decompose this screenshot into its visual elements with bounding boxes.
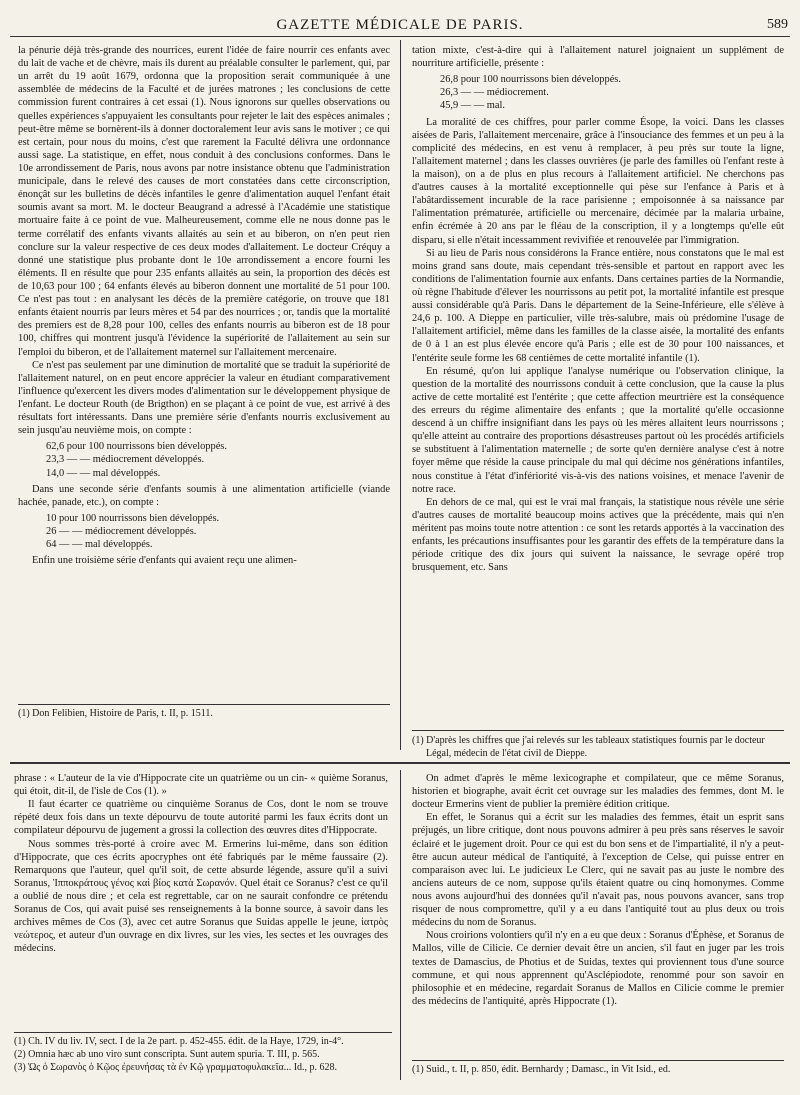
feuilleton-column-right	[412, 772, 784, 1028]
paragraph: Dans une seconde série d'enfants soumis à une alimentation artificielle (viande hachée, panade, etc.), on compte :	[18, 483, 390, 508]
footnote-rule	[14, 1032, 392, 1033]
footnote-rule	[412, 730, 784, 731]
column-rule-bottom	[400, 770, 401, 1080]
statistics-list	[46, 440, 390, 479]
page-number: 589	[767, 17, 788, 32]
statistic-line: 26,3 — — médiocrement.	[440, 87, 549, 99]
paragraph: Ce n'est pas seulement par une diminution de mortalité que se traduit la supériorité de l'allaitement naturel, on en peut encore apprécier la valeur en étudiant comparativement l'influence qu'exercent les divers modes d'alimentation sur le développement physique de l'enfant. Le docteur Routh (de Brigthon) en se plaçant à ce point de vue, est arrivé à des résultats fort intéressants. Dans une première série d'enfants nourris exclusivement au sein jusqu'au neuvième mois, on compte :	[18, 359, 390, 437]
paragraph: Il faut écarter ce quatrième ou cinquième Soranus de Cos, dont le nom se trouve répété deux fois dans un texte dépourvu de toute autorité parmi les faux écrits dont un compilateur dépourvu de jugement a grossi la collection des œuvres dites d'Hippocrate.	[14, 799, 388, 837]
paragraph: En résumé, qu'on lui applique l'analyse numérique ou l'observation clinique, la question de la mortalité des nourrissons conduit à cette conclusion, que la cause la plus active de cette mortalité est l'entérite ; que cette affection meurtrière est la conséquence des erreurs du régime alimentaire des enfants ; que la mortalité qu'elle occasionne descend à un chiffre insignifiant dans les pays où les mères allaitent leurs nourrissons ; qu'elle atteint au contraire des proportions désastreuses partout où les procédés artificiels se substituent à l'alimentation maternelle ; de sorte qu'en dernière analyse c'est à notre foyer même que réside la cause principale du mal qui décime nos générations infantiles, nous constitue à l'état d'infériorité vis-à-vis des nations voisines, et menace l'avenir de notre race.	[412, 365, 784, 495]
statistics-list	[440, 73, 784, 112]
statistic-line: 14,0 — — mal développés.	[46, 467, 161, 479]
column-rule-top	[400, 40, 401, 750]
article-column-left	[18, 44, 390, 694]
footnote: (1) Ch. IV du liv. IV, sect. I de la 2e part. p. 452-455. édit. de la Haye, 1729, in-4°.	[14, 1036, 344, 1047]
footnote: (2) Omnia hæc ab uno viro sunt conscripta. Sunt autem spuria. T. III, p. 565.	[14, 1048, 320, 1060]
footnote-rule	[412, 1060, 784, 1061]
journal-title: GAZETTE MÉDICALE DE PARIS.	[276, 17, 524, 33]
footnote-rule	[18, 704, 390, 705]
footnote: (1) D'après les chiffres que j'ai relevés sur les tableaux statistiques fournis par le docteur Légal, médecin de l'état civil de Dieppe.	[412, 735, 765, 759]
paragraph: Enfin une troisième série d'enfants qui avaient reçu une alimen-	[32, 555, 297, 567]
statistics-list	[46, 512, 390, 551]
footnotes-bottom-left	[14, 1036, 392, 1074]
paragraph: La moralité de ces chiffres, pour parler comme Ésope, la voici. Dans les classes aisées de Paris, l'allaitement mercenaire, grâce à l'insouciance des femmes et un peu à la complicité des médecins, en est venu à remplacer, à peu près sur toute la ligne, l'allaitement maternel ; dans les classes ouvrières (je parle des familles où l'enfant reste à la maison), on a de plus en plus recours à l'allaitement artificiel. Ne cherchons pas d'autres causes à la mortalité exceptionnelle qui pèse sur l'enfance à Paris et à l'abâtardissement incurable de la race parisienne ; empoisonnée à sa naissance par l'alimentation prématurée, artificielle ou mercenaire, décimée par la malaria urbaine, enfin écrémée à 20 ans par le fléau de la conscription, il y a longtemps qu'elle eût disparu, si elle n'était incessamment revivifiée et renouvelée par l'immigration.	[412, 116, 784, 246]
running-head	[10, 14, 790, 37]
paragraph: phrase : « L'auteur de la vie d'Hippocrate cite un quatrième ou un cin- « quième Soranus, qui étoit, dit-il, de l'isle de Cos (1). »	[14, 773, 388, 798]
footnote-top-right	[412, 735, 784, 761]
paragraph: Nous croirions volontiers qu'il n'y en a eu que deux : Soranus d'Éphèse, et Soranus de Mallos, ville de Cilicie. Ce dernier devait être un ancien, s'il faut en juger par les trois textes de Damascius, de Photius et de Suidas, textes qui proviennent tous d'une source commune, et qui nous apprennent qu'Asclépiodote, renommé pour son savoir en philosophie et en médecine, regardait Soranus de Mallos en Cilicie comme le premier des médecins de l'antiquité, après Hippocrate (1).	[412, 930, 784, 1007]
feuilleton-column-left	[14, 772, 388, 1028]
paragraph: tation mixte, c'est-à-dire qui à l'allaitement naturel joignaient un supplément de nourriture artificielle, présente :	[412, 45, 784, 70]
paragraph: En effet, le Soranus qui a écrit sur les maladies des femmes, était un esprit sans préjugés, un libre critique, dont nous pouvons admirer à peu près sans réserves le savoir éclairé et le jugement droit. Pour ce qui est du bon sens et de l'impartialité, il n'y a peut-être aucun auteur médical de l'antiquité, à l'exception de Celse, qui puisse entrer en comparaison avec lui. Le judicieux Le Clerc, qui ne savait pas au juste le nombre des anciens auteurs de ce nom, suppose qu'ils étaient quatre ou cinq homonymes. Comme nous avons aujourd'hui des données qu'il n'avait pas, nous pouvons avancer, sans trop risquer de nous compromettre, qu'il y a eu dans l'antiquité tout au plus deux ou trois médecins du nom de Soranus.	[412, 812, 784, 929]
section-divider	[10, 762, 790, 764]
statistic-line: 45,9 — — mal.	[440, 100, 505, 112]
footnote: (1) Don Felibien, Histoire de Paris, t. II, p. 1511.	[18, 708, 213, 719]
footnote: (1) Suid., t. II, p. 850, édit. Bernhardy ; Damasc., in Vit Isid., ed.	[412, 1064, 671, 1075]
paragraph: la pénurie déjà très-grande des nourrices, eurent l'idée de faire nourrir ces enfants avec du lait de vache et de chèvre, mais ils durent au préalable consulter le parlement, qui, par un arrêt du 19 août 1679, ordonna que la proposition serait communiquée à une assemblée de médecins de la Faculté et de jurées matrones ; les conclusions de cette commission furent contraires à cet essai (1). Nous ignorons sur quelles observations ou quelles expériences s'appuyaient les consultants pour rejeter le lait des espèces animales ; peut-être même se bornèrent-ils à donner doctoralement leur avis sans le motiver ; ce qui est certain, pour nous du moins, c'est que rarement la Faculté délivra une ordonnance aussi sage. La statistique, en effet, nous conduit à des conclusions conformes. Dans le 10e arrondissement de Paris, nous avons par notre insistance obtenu que l'administration municipale, dans le relevé des causes de mort constatées dans cette circonscription, énonçât sur les bulletins de décès infantiles le genre d'alimentation auquel l'enfant était soumis avant sa mort. M. le docteur Beaugrand a adressé à l'Académie une statistique mortuaire faite à ce point de vue. Malheureusement, comme elle ne nous donne pas le terme corrélatif des enfants vivants allaités au sein et au biberon, on n'en peut rien conclure sur la valeur respective de ces deux modes d'allaitement. Le docteur Créquy a donné une statistique plus probante dont le 10e arrondissement a encore fourni les éléments. Il en résulte que pour 235 enfants allaités au sein, la proportion des décès est de 10,63 pour 100 ; 64 enfants élevés au biberon donnent une mortalité de 51 pour 100. Ce n'est pas tout : en analysant les décès de la première catégorie, on trouve que 181 enfants étaient nourris par leurs mères et 54 par des nourrices ; or, tandis que la mortalité des premiers est de 8,28 pour 100, celles des enfants nourris au biberon est de 18 pour 100, chiffres qui montrent jusqu'à l'évidence la supériorité de l'allaitement au sein sur l'emploi du biberon, et de l'allaitement maternel sur l'allaitement mercenaire.	[18, 45, 390, 358]
statistic-line: 23,3 — — médiocrement développés.	[46, 454, 205, 466]
footnote-top-left	[18, 708, 390, 721]
footnote: (3) Ὡς ὁ Σωρανὸς ὁ Κῷος ἐρευνήσας τὰ ἐν Κῷ γραμματοφυλακεῖα... Id., p. 628.	[14, 1061, 338, 1073]
paragraph: Nous sommes très-porté à croire avec M. Ermerins lui-même, dans son édition d'Hippocrate, que ces écrits apocryphes ont été fabriqués par le même faussaire (2). Remarquons que l'auteur, quel qu'il soit, de cette absurde légende, assure qu'il a suivi Soranus, Ἱπποκράτους γένος καὶ βίος κατὰ Σωρανόν. Quel était ce Soranus? c'est ce qu'il a oublié de nous dire ; et cela est regrettable, car on ne saurait confondre ce prétendu Soranus de Cos, qui avait puisé ses renseignements à la bonne source, à savoir dans les archives mêmes de Cos (3), avec cet autre Soranus que Suidas appelle le jeune, ἰατρὸς νεώτερος, et auteur d'un ouvrage en dix livres, sur les vies, les sectes et les ouvrages des médecins.	[14, 838, 388, 955]
statistic-line: 64 — — mal développés.	[46, 539, 153, 551]
footnote-bottom-right	[412, 1064, 784, 1077]
paragraph: On admet d'après le même lexicographe et compilateur, que ce même Soranus, historien et biographe, avait écrit cet ouvrage sur les maladies des femmes, dont M. le docteur Ermerins vient de publier la première édition critique.	[412, 773, 784, 811]
statistic-line: 10 pour 100 nourrissons bien développés.	[46, 512, 220, 524]
statistic-line: 62,6 pour 100 nourrissons bien développés.	[46, 441, 227, 453]
article-column-right	[412, 44, 784, 729]
statistic-line: 26 — — médiocrement développés.	[46, 525, 197, 537]
paragraph: Si au lieu de Paris nous considérons la France entière, nous constatons que le mal est moins grand sans doute, mais cependant très-sensible et partout en rapport avec les conditions de l'alimentation fournie aux enfants. Dans certaines parties de la Normandie, où règne l'habitude d'élever les nourrissons au petit pot, la mortalité infantile est presque aussi considérable qu'à Paris. Dans le département de la Seine-Inférieure, elle s'élève à 24,6 p. 100. A Dieppe en particulier, ville très-salubre, mais où prédomine l'usage de l'allaitement artificiel, même dans les familles de la classe aisée, la mortalité des enfants de 0 à 1 an est plus élevée encore qu'à Paris ; elle est de 30 pour 100 naissances, et l'entérite seule forme les 68 centièmes de cette mortalité infantile (1).	[412, 247, 784, 364]
statistic-line: 26,8 pour 100 nourrissons bien développés.	[440, 74, 621, 86]
paragraph: En dehors de ce mal, qui est le vrai mal français, la statistique nous révèle une série d'autres causes de mortalité beaucoup moins actives que la précédente, mais qui n'en méritent pas moins toute notre attention : ce sont les retards apportés à la vaccination des enfants, les précautions insuffisantes pour les garantir des effets de la température dans la période critique des dix jours qui suivent la naissance, le sevrage opéré trop brusquement, etc. Sans	[412, 496, 784, 574]
